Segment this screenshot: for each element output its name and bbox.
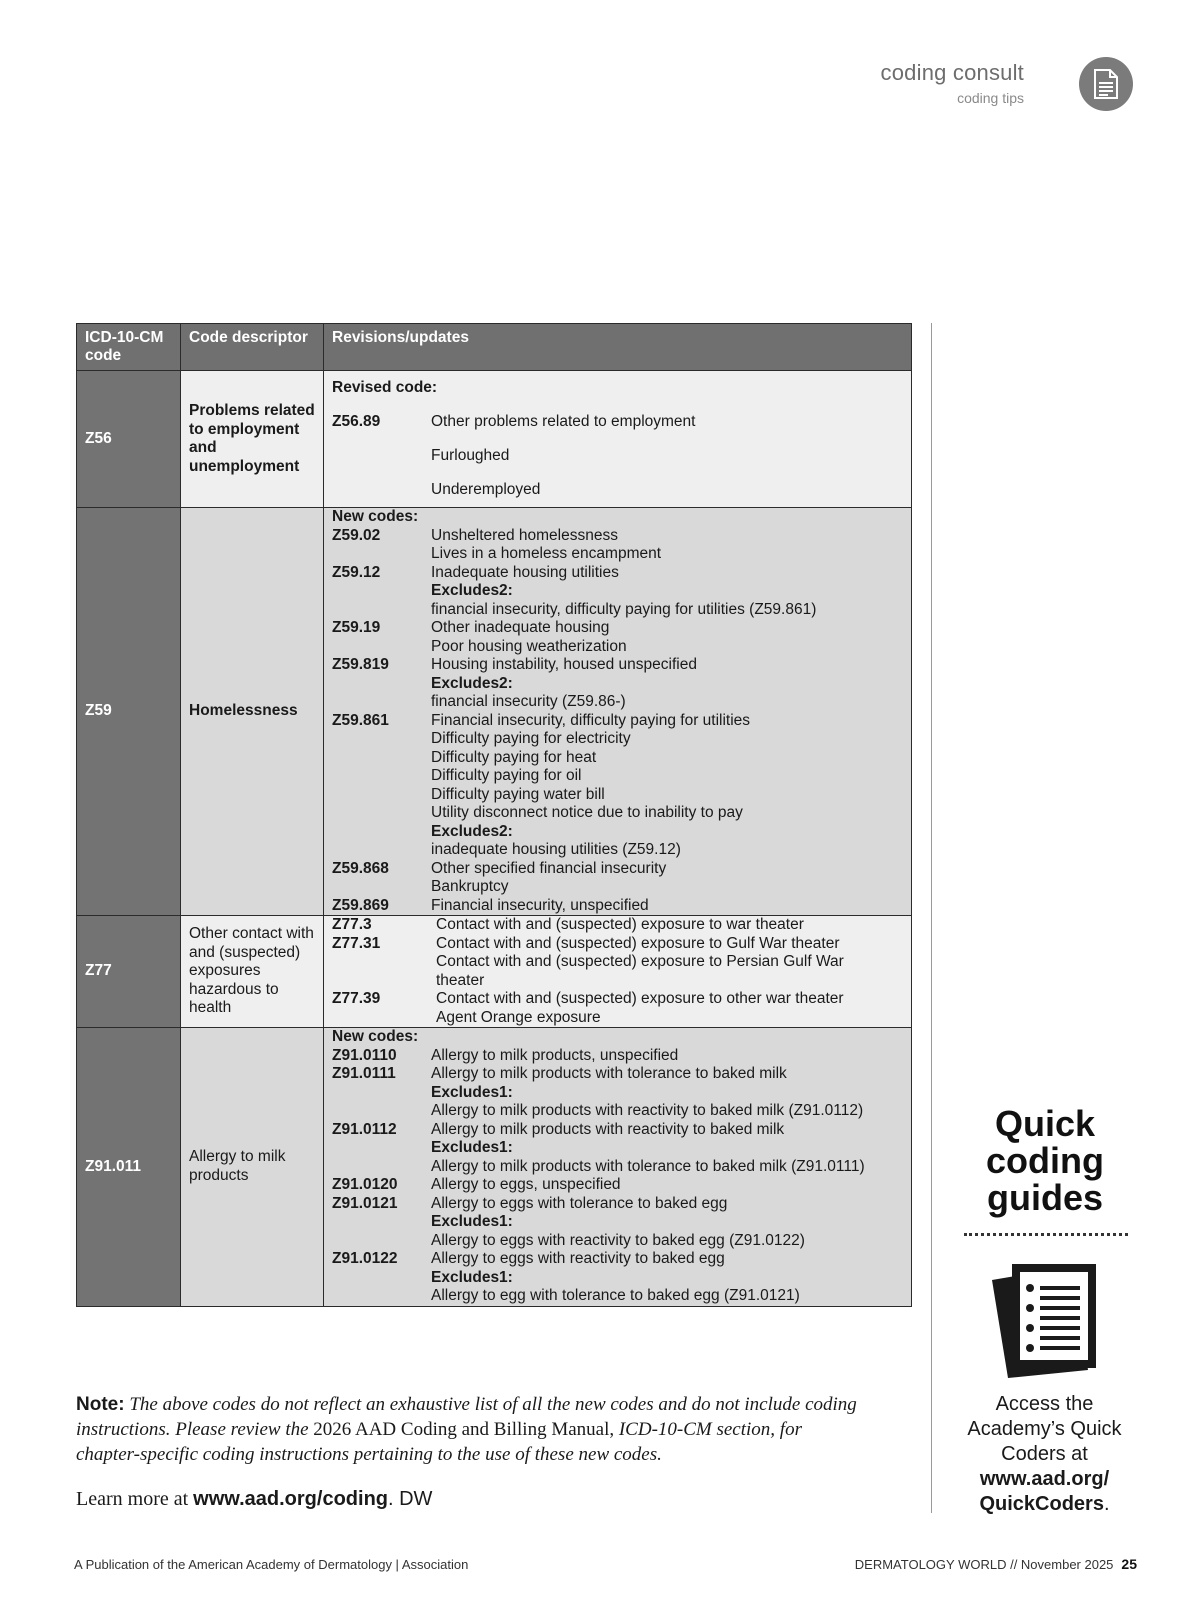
revision-line <box>332 1139 903 1158</box>
note-label: Note: <box>76 1394 125 1415</box>
row-revisions <box>324 916 912 1028</box>
revision-text: financial insecurity (Z59.86-) <box>431 693 626 710</box>
revision-text: Allergy to eggs with reactivity to baked egg (Z91.0122) <box>431 1231 805 1249</box>
revisions-heading: New codes: <box>332 1028 419 1045</box>
revision-line <box>332 1287 903 1306</box>
revision-text: Other problems related to employment <box>431 413 696 430</box>
revision-line <box>332 1250 903 1269</box>
dotted-divider <box>964 1233 1128 1236</box>
section-title: coding consult <box>880 60 1024 85</box>
column-divider <box>931 323 932 1513</box>
qtitle-line-3: guides <box>986 1177 1103 1218</box>
revision-text: Allergy to eggs with tolerance to baked egg <box>431 1194 728 1212</box>
revision-line <box>332 878 903 897</box>
icd10-codes-table <box>76 323 912 1307</box>
revision-code <box>332 473 431 507</box>
footer-magazine <box>855 1556 1137 1572</box>
revision-code <box>332 878 431 897</box>
revision-line <box>332 1158 903 1177</box>
table-row <box>77 508 912 916</box>
revision-code <box>332 972 436 991</box>
row-descriptor: Other contact with and (suspected) exposures hazardous to health <box>181 916 324 1028</box>
revision-code <box>332 1158 431 1177</box>
revision-text: theater <box>436 971 485 989</box>
revision-text: Difficulty paying for electricity <box>431 730 631 747</box>
revision-text: Excludes1: <box>431 1268 513 1286</box>
revision-line <box>332 841 903 860</box>
revision-line <box>332 916 903 935</box>
revision-code <box>332 1139 431 1158</box>
learn-more <box>76 1488 432 1511</box>
qtitle-line-2: coding <box>986 1140 1104 1181</box>
revision-line <box>332 823 903 842</box>
revision-line <box>332 1121 903 1140</box>
revision-text: Allergy to milk products with tolerance to baked milk <box>431 1065 787 1082</box>
footer-publication: A Publication of the American Academy of Dermatology | Association <box>74 1557 469 1572</box>
revision-text: Financial insecurity, unspecified <box>431 896 649 914</box>
table-row <box>77 371 912 508</box>
revision-line <box>332 953 903 972</box>
revision-text: Allergy to milk products, unspecified <box>431 1046 679 1064</box>
revision-text: Other specified financial insecurity <box>431 859 667 877</box>
table-row <box>77 1028 912 1307</box>
revision-text: Other inadequate housing <box>431 619 610 636</box>
revision-code <box>332 823 431 842</box>
revision-code <box>332 804 431 823</box>
quickcoders-link-line-1[interactable]: www.aad.org/ <box>979 1468 1110 1490</box>
table-header-row <box>77 324 912 371</box>
revision-line <box>332 804 903 823</box>
revision-text: Utility disconnect notice due to inability to pay <box>431 804 743 821</box>
revision-code: Z91.0120 <box>332 1176 398 1193</box>
revision-text: Excludes1: <box>431 1139 513 1156</box>
revision-text: Contact with and (suspected) exposure to Gulf War theater <box>436 934 840 952</box>
revision-line <box>332 990 903 1009</box>
revision-text: Furloughed <box>431 447 510 464</box>
revision-text: financial insecurity, difficulty paying for utilities (Z59.861) <box>431 600 817 618</box>
row-revisions <box>324 1028 912 1307</box>
revision-text: Excludes2: <box>431 674 513 692</box>
revision-text: Difficulty paying for oil <box>431 767 582 784</box>
qtitle-line-1: Quick <box>994 1103 1096 1144</box>
revision-text: inadequate housing utilities (Z59.12) <box>431 841 681 858</box>
revision-text: Bankruptcy <box>431 878 509 895</box>
header-revisions: Revisions/updates <box>324 324 912 371</box>
revision-text: Excludes1: <box>431 1213 513 1230</box>
revision-code: Z77.31 <box>332 934 381 952</box>
note-paragraph <box>76 1392 866 1467</box>
revision-line <box>332 619 903 638</box>
revision-line <box>332 1084 903 1103</box>
revision-code: Z59.819 <box>332 656 389 673</box>
revision-text: Inadequate housing utilities <box>431 563 619 581</box>
table-row <box>77 916 912 1028</box>
revision-line <box>332 897 903 916</box>
revision-code <box>332 693 431 712</box>
revision-line <box>332 1232 903 1251</box>
revision-code <box>332 601 431 620</box>
revision-code: Z91.0110 <box>332 1046 397 1064</box>
revision-code <box>332 675 431 694</box>
section-subtitle: coding tips <box>957 90 1024 106</box>
revision-code <box>332 749 431 768</box>
revision-line <box>332 473 903 507</box>
revision-code: Z59.861 <box>332 711 389 729</box>
quick-coding-guides-title <box>960 1105 1130 1216</box>
revision-code <box>332 1084 431 1103</box>
revision-code: Z59.869 <box>332 896 389 914</box>
document-icon <box>1093 69 1119 99</box>
coding-link[interactable]: www.aad.org/coding <box>193 1488 388 1510</box>
revision-code: Z56.89 <box>332 413 381 430</box>
revision-line <box>332 786 903 805</box>
revision-text: Allergy to eggs with reactivity to baked egg <box>431 1250 725 1267</box>
revision-code <box>332 582 431 601</box>
revision-text: Underemployed <box>431 481 541 498</box>
header-descriptor: Code descriptor <box>181 324 324 371</box>
revision-line <box>332 712 903 731</box>
note-text-b: ICD-10-CM section, for chapter-specific coding instructions pertaining to the use of these new codes. <box>76 1419 802 1465</box>
revision-text: Allergy to eggs, unspecified <box>431 1176 621 1193</box>
revisions-heading: New codes: <box>332 508 419 525</box>
revision-code <box>332 1232 431 1251</box>
revision-line <box>332 545 903 564</box>
revision-code <box>332 841 431 860</box>
revision-text: Lives in a homeless encampment <box>431 545 662 562</box>
revision-line <box>332 1269 903 1288</box>
revision-code: Z91.0121 <box>332 1194 398 1212</box>
revision-code <box>332 1102 431 1121</box>
revision-code <box>332 1009 436 1028</box>
revision-code <box>332 545 431 564</box>
revision-code <box>332 1213 431 1232</box>
revision-text: Contact with and (suspected) exposure to other war theater <box>436 990 844 1007</box>
revision-line <box>332 1176 903 1195</box>
revision-text: Excludes2: <box>431 582 513 599</box>
revision-code: Z91.0111 <box>332 1065 396 1082</box>
revision-text: Housing instability, housed unspecified <box>431 656 697 673</box>
revision-text: Agent Orange exposure <box>436 1008 601 1026</box>
revisions-heading: Revised code: <box>332 379 438 396</box>
revision-text: Allergy to milk products with reactivity to baked milk <box>431 1120 785 1138</box>
section-badge <box>1079 57 1133 111</box>
note-manual-title: 2026 AAD Coding and Billing Manual, <box>313 1419 615 1440</box>
access-suffix: . <box>1103 1493 1110 1515</box>
revision-text: Allergy to milk products with reactivity to baked milk (Z91.0112) <box>431 1102 864 1119</box>
access-text: Access the Academy’s Quick Coders at <box>967 1393 1122 1465</box>
row-code: Z59 <box>77 508 181 916</box>
quick-coders-access <box>952 1392 1137 1517</box>
revision-line <box>332 860 903 879</box>
footer-issue: DERMATOLOGY WORLD // November 2025 <box>854 1557 1114 1572</box>
revision-line <box>332 935 903 954</box>
revision-line <box>332 656 903 675</box>
revision-line <box>332 1009 903 1028</box>
row-code: Z77 <box>77 916 181 1028</box>
revision-text: Unsheltered homelessness <box>431 526 618 544</box>
revision-text: Difficulty paying water bill <box>431 785 605 803</box>
revision-line <box>332 972 903 991</box>
revision-line <box>332 638 903 657</box>
revision-code: Z59.868 <box>332 859 389 877</box>
table-body <box>77 371 912 1307</box>
revision-code <box>332 953 436 972</box>
revision-code: Z77.3 <box>332 916 372 933</box>
revision-line <box>332 582 903 601</box>
revision-code <box>332 767 431 786</box>
page-number: 25 <box>1121 1556 1137 1572</box>
row-descriptor: Problems related to employment and unemployment <box>181 371 324 508</box>
revision-line <box>332 1213 903 1232</box>
revision-line <box>332 439 903 473</box>
quickcoders-link-line-2[interactable]: QuickCoders <box>979 1493 1104 1515</box>
learn-prefix: Learn more at <box>76 1488 194 1510</box>
revision-code: Z59.12 <box>332 563 381 581</box>
row-descriptor: Homelessness <box>181 508 324 916</box>
revision-line <box>332 1047 903 1066</box>
revision-code: Z59.02 <box>332 526 381 544</box>
section-header <box>881 60 1024 106</box>
quick-coders-checklist-icon <box>990 1262 1102 1389</box>
revision-text: Allergy to milk products with tolerance to baked milk (Z91.0111) <box>431 1157 865 1175</box>
learn-suffix: . DW <box>388 1488 433 1510</box>
revision-text: Contact with and (suspected) exposure to war theater <box>436 916 804 933</box>
row-code: Z91.011 <box>77 1028 181 1307</box>
revision-line <box>332 749 903 768</box>
row-descriptor: Allergy to milk products <box>181 1028 324 1307</box>
header-code: ICD-10-CM code <box>77 324 181 371</box>
revision-code: Z91.0122 <box>332 1250 398 1267</box>
revision-text: Difficulty paying for heat <box>431 748 597 766</box>
revision-text: Financial insecurity, difficulty paying for utilities <box>431 711 751 729</box>
revision-text: Excludes2: <box>431 822 513 840</box>
revision-line <box>332 693 903 712</box>
revision-code <box>332 786 431 805</box>
revision-code: Z59.19 <box>332 619 381 636</box>
revision-line <box>332 405 903 439</box>
revision-line <box>332 1102 903 1121</box>
revision-code <box>332 638 431 657</box>
revision-line <box>332 527 903 546</box>
revision-text: Excludes1: <box>431 1083 513 1101</box>
revision-line <box>332 730 903 749</box>
row-revisions <box>324 371 912 508</box>
revision-line <box>332 1195 903 1214</box>
revision-code <box>332 1287 431 1306</box>
revision-text: Contact with and (suspected) exposure to Persian Gulf War <box>436 953 844 970</box>
revision-text: Allergy to egg with tolerance to baked egg (Z91.0121) <box>431 1287 800 1304</box>
revision-line <box>332 1065 903 1084</box>
revision-text: Poor housing weatherization <box>431 637 627 655</box>
revision-line <box>332 767 903 786</box>
revision-code <box>332 1269 431 1288</box>
row-revisions <box>324 508 912 916</box>
revision-code <box>332 730 431 749</box>
revision-line <box>332 675 903 694</box>
revision-code: Z77.39 <box>332 990 381 1007</box>
revision-line <box>332 564 903 583</box>
note-text-a: The above codes do not reflect an exhaustive list of all the new codes and do not include coding instructions. Please review the <box>76 1394 857 1440</box>
revision-code <box>332 439 431 473</box>
row-code: Z56 <box>77 371 181 508</box>
revision-line <box>332 601 903 620</box>
revision-code: Z91.0112 <box>332 1120 397 1138</box>
